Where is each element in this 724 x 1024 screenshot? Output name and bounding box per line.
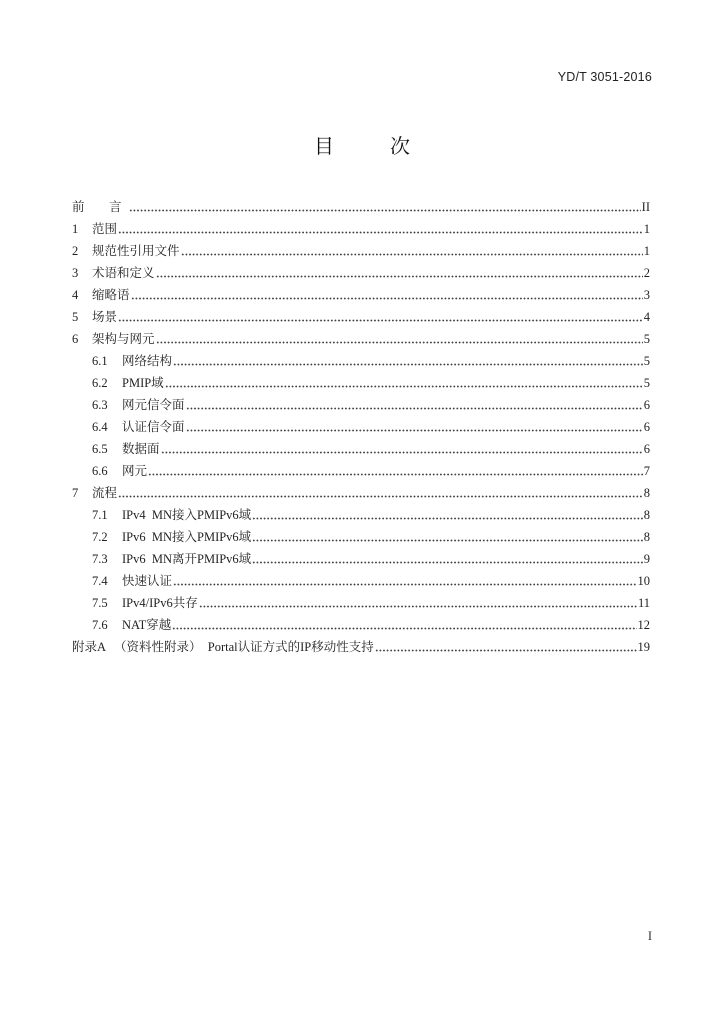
- toc-dot-leader: [181, 246, 643, 256]
- toc-entry-page: 5: [643, 376, 650, 390]
- toc-entry-number: 6.1: [92, 354, 108, 368]
- toc-dot-leader: [118, 224, 643, 234]
- toc-entry-page: 5: [643, 354, 650, 368]
- toc-dot-leader: [156, 334, 643, 344]
- toc-entry-title: NAT穿越: [122, 618, 172, 632]
- document-code: YD/T 3051-2016: [557, 70, 652, 84]
- toc-dot-leader: [131, 290, 643, 300]
- toc-entry-page: 8: [643, 530, 650, 544]
- toc-entry-title: 网络结构: [122, 354, 173, 368]
- toc-entry-number: 7: [72, 486, 79, 500]
- toc-entry-page: 3: [643, 288, 650, 302]
- toc-entry-number: 6.5: [92, 442, 108, 456]
- toc-entry-page: 11: [637, 596, 650, 610]
- toc-entry: [72, 259, 650, 281]
- toc-entry-number: 5: [72, 310, 79, 324]
- toc-entry: [72, 303, 650, 325]
- toc-entry-page: 12: [637, 618, 650, 632]
- toc-entry-page: 1: [643, 244, 650, 258]
- toc-entry-title: 范围: [92, 222, 118, 236]
- toc-entry-page: 2: [643, 266, 650, 280]
- toc-dot-leader: [118, 312, 643, 322]
- toc-dot-leader: [252, 532, 643, 542]
- page-number: I: [647, 929, 652, 943]
- toc-entry: [72, 347, 650, 369]
- toc-entry: [72, 435, 650, 457]
- toc-entry-title: 网元信令面: [122, 398, 185, 412]
- toc-entry-title: 网元: [122, 464, 148, 478]
- toc-entry-number: 7.5: [92, 596, 108, 610]
- toc-entry: [72, 457, 650, 479]
- toc-entry-number: 7.6: [92, 618, 108, 632]
- toc-entry-page: 6: [643, 442, 650, 456]
- toc-dot-leader: [161, 444, 643, 454]
- toc-dot-leader: [173, 356, 643, 366]
- toc-entry-title: 缩略语: [92, 288, 130, 302]
- toc-entry: [72, 633, 650, 655]
- toc-entry-title: 快速认证: [122, 574, 173, 588]
- toc-entry-page: 1: [643, 222, 650, 236]
- toc-entry-number: 2: [72, 244, 79, 258]
- toc-entry-title: 规范性引用文件: [92, 244, 180, 258]
- toc-entry-title: 认证信令面: [122, 420, 185, 434]
- toc-entry-page: 9: [643, 552, 650, 566]
- page-title: 目 次: [314, 136, 428, 158]
- toc-dot-leader: [118, 488, 643, 498]
- toc-dot-leader: [148, 466, 643, 476]
- toc-entry-page: 19: [637, 640, 650, 654]
- toc-entry: [72, 567, 650, 589]
- toc-entry-title: PMIP域: [122, 376, 164, 390]
- toc-entry-title: IPv6 MN接入PMIPv6域: [122, 530, 252, 544]
- toc-entry: [72, 193, 650, 215]
- toc-entry: [72, 391, 650, 413]
- toc-entry-number: 4: [72, 288, 79, 302]
- toc-entry-title: IPv4/IPv6共存: [122, 596, 198, 610]
- toc-entry-page: 7: [643, 464, 650, 478]
- toc-entry-number: 6.3: [92, 398, 108, 412]
- toc-entry-title: 场景: [92, 310, 118, 324]
- toc-dot-leader: [252, 510, 643, 520]
- toc-entry: [72, 325, 650, 347]
- toc-entry: [72, 413, 650, 435]
- toc-entry-title: 术语和定义: [92, 266, 155, 280]
- toc-entry: [72, 369, 650, 391]
- toc-entry: [72, 237, 650, 259]
- toc-dot-leader: [186, 422, 643, 432]
- toc-entry-page: 10: [637, 574, 650, 588]
- toc-entry-page: 4: [643, 310, 650, 324]
- toc-dot-leader: [186, 400, 643, 410]
- toc-entry-number: 6.4: [92, 420, 108, 434]
- toc-entry-page: 5: [643, 332, 650, 346]
- toc-entry-number: 7.2: [92, 530, 108, 544]
- toc-dot-leader: [252, 554, 643, 564]
- toc-entry: [72, 479, 650, 501]
- toc-entry-title: 流程: [92, 486, 118, 500]
- toc-entry-page: 8: [643, 486, 650, 500]
- toc-entry-number: 7.1: [92, 508, 108, 522]
- toc-entry-page: 6: [643, 398, 650, 412]
- toc-entry-page: 6: [643, 420, 650, 434]
- toc-dot-leader: [165, 378, 643, 388]
- toc-entry-page: II: [641, 200, 650, 214]
- table-of-contents: [72, 193, 650, 655]
- toc-entry: [72, 501, 650, 523]
- toc-entry-title: 数据面: [122, 442, 160, 456]
- toc-entry: [72, 589, 650, 611]
- toc-entry-number: 3: [72, 266, 79, 280]
- toc-dot-leader: [375, 642, 637, 652]
- toc-entry: [72, 215, 650, 237]
- toc-dot-leader: [173, 576, 636, 586]
- toc-dot-leader: [199, 598, 637, 608]
- toc-entry-number: 6.2: [92, 376, 108, 390]
- toc-entry-title: 前 言: [72, 200, 128, 214]
- toc-entry-number: 7.3: [92, 552, 108, 566]
- toc-entry: [72, 611, 650, 633]
- toc-entry-title: IPv6 MN离开PMIPv6域: [122, 552, 252, 566]
- toc-entry-number: 附录A: [72, 640, 107, 654]
- toc-entry-title: IPv4 MN接入PMIPv6域: [122, 508, 252, 522]
- toc-entry-number: 6: [72, 332, 79, 346]
- toc-entry-number: 7.4: [92, 574, 108, 588]
- toc-dot-leader: [129, 202, 641, 212]
- toc-entry-number: 1: [72, 222, 79, 236]
- toc-entry-title: （资料性附录） Portal认证方式的IP移动性支持: [114, 640, 374, 654]
- toc-entry: [72, 281, 650, 303]
- toc-entry: [72, 545, 650, 567]
- toc-dot-leader: [156, 268, 643, 278]
- toc-entry: [72, 523, 650, 545]
- toc-entry-number: 6.6: [92, 464, 108, 478]
- toc-entry-page: 8: [643, 508, 650, 522]
- toc-dot-leader: [172, 620, 636, 630]
- toc-entry-title: 架构与网元: [92, 332, 155, 346]
